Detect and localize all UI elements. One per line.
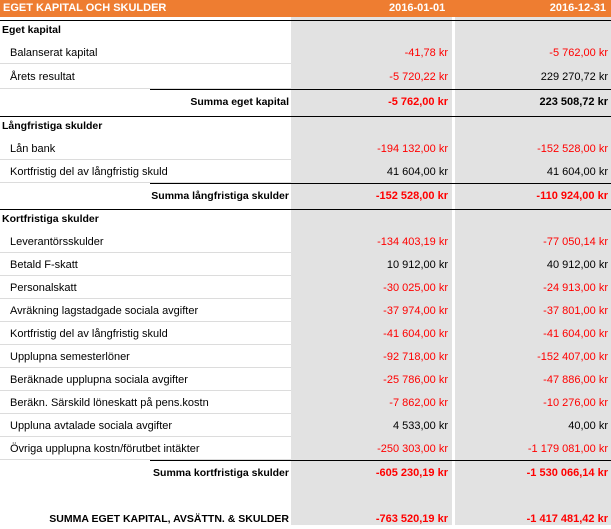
value-2016-12-31: 40,00 kr: [568, 419, 608, 432]
grand-total-row: [0, 509, 611, 529]
value-2016-12-31: -152 407,00 kr: [537, 350, 608, 363]
subtotal-row: [0, 183, 611, 208]
subtotal-divider: [150, 183, 611, 184]
table-row: [0, 230, 611, 253]
row-label: Beräknade upplupna sociala avgifter: [10, 373, 188, 386]
subtotal-label: Summa eget kapital: [190, 95, 289, 108]
table-header: [0, 0, 611, 17]
table-row: [0, 253, 611, 276]
table-row: [0, 368, 611, 391]
grand-total-2016-12-31: -1 417 481,42 kr: [526, 513, 608, 525]
value-2016-01-01: -92 718,00 kr: [383, 350, 448, 363]
subtotal-row: [0, 89, 611, 114]
row-label: Övriga upplupna kostn/förutbet intäkter: [10, 442, 200, 455]
value-2016-12-31: 229 270,72 kr: [540, 70, 608, 83]
subtotal-2016-01-01: -605 230,19 kr: [375, 466, 448, 479]
row-label: Leverantörsskulder: [10, 235, 104, 248]
subtotal-2016-12-31: 223 508,72 kr: [539, 95, 608, 108]
row-label: Avräkning lagstadgade sociala avgifter: [10, 304, 199, 317]
value-2016-12-31: -41 604,00 kr: [543, 327, 608, 340]
table-row: [0, 414, 611, 437]
table-row: [0, 437, 611, 460]
value-2016-01-01: -30 025,00 kr: [383, 281, 448, 294]
value-2016-01-01: -7 862,00 kr: [389, 396, 448, 409]
value-2016-01-01: -37 974,00 kr: [383, 304, 448, 317]
row-label: Upplupna semesterlöner: [10, 350, 130, 363]
subtotal-2016-01-01: -152 528,00 kr: [375, 189, 448, 202]
value-2016-12-31: -1 179 081,00 kr: [527, 442, 608, 455]
grand-total-2016-01-01: -763 520,19 kr: [375, 513, 448, 525]
section-heading-row: [0, 20, 611, 40]
value-2016-01-01: 4 533,00 kr: [392, 419, 448, 432]
row-label: Kortfristig del av långfristig skuld: [10, 327, 168, 340]
section-label: Eget kapital: [2, 24, 61, 36]
grand-total-label: SUMMA EGET KAPITAL, AVSÄTTN. & SKULDER: [49, 513, 289, 525]
value-2016-01-01: 41 604,00 kr: [386, 165, 448, 178]
value-2016-01-01: -41 604,00 kr: [383, 327, 448, 340]
value-2016-12-31: 41 604,00 kr: [546, 165, 608, 178]
table-row: [0, 42, 611, 64]
value-2016-01-01: -250 303,00 kr: [377, 442, 448, 455]
section-divider: [0, 116, 611, 117]
value-2016-12-31: -47 886,00 kr: [543, 373, 608, 386]
table-row: [0, 391, 611, 414]
value-2016-12-31: -24 913,00 kr: [543, 281, 608, 294]
row-label: Beräkn. Särskild löneskatt på pens.kostn: [10, 396, 209, 409]
value-2016-12-31: -37 801,00 kr: [543, 304, 608, 317]
row-label: Lån bank: [10, 142, 56, 155]
header-col1: 2016-01-01: [389, 2, 446, 14]
header-col2: 2016-12-31: [549, 2, 606, 14]
subtotal-row: [0, 460, 611, 485]
section-label: Kortfristiga skulder: [2, 213, 99, 225]
section-divider: [0, 20, 611, 21]
subtotal-divider: [150, 460, 611, 461]
value-2016-12-31: 40 912,00 kr: [546, 258, 608, 271]
value-2016-12-31: -10 276,00 kr: [543, 396, 608, 409]
table-row: [0, 160, 611, 183]
table-row: [0, 322, 611, 345]
row-label: Balanserat kapital: [10, 47, 98, 59]
value-2016-01-01: -25 786,00 kr: [383, 373, 448, 386]
header-title: EGET KAPITAL OCH SKULDER: [3, 2, 167, 14]
section-label: Långfristiga skulder: [2, 120, 103, 132]
value-2016-12-31: -5 762,00 kr: [549, 47, 608, 59]
value-2016-01-01: -5 720,22 kr: [389, 70, 448, 83]
value-2016-01-01: 10 912,00 kr: [386, 258, 448, 271]
value-2016-01-01: -134 403,19 kr: [377, 235, 448, 248]
table-row: [0, 137, 611, 160]
row-label: Årets resultat: [10, 70, 75, 83]
section-divider: [0, 209, 611, 210]
table-row: [0, 64, 611, 89]
section-heading-row: [0, 209, 611, 229]
table-row: [0, 276, 611, 299]
table-row: [0, 345, 611, 368]
section-heading-row: [0, 116, 611, 136]
row-label: Kortfristig del av långfristig skuld: [10, 165, 168, 178]
subtotal-label: Summa långfristiga skulder: [151, 189, 289, 202]
subtotal-2016-12-31: -1 530 066,14 kr: [526, 466, 608, 479]
value-2016-01-01: -41,78 kr: [404, 47, 448, 59]
row-label: Betald F-skatt: [10, 258, 78, 271]
value-2016-12-31: -77 050,14 kr: [543, 235, 608, 248]
value-2016-12-31: -152 528,00 kr: [537, 142, 608, 155]
subtotal-label: Summa kortfristiga skulder: [153, 466, 289, 479]
table-row: [0, 299, 611, 322]
row-label: Uppluna avtalade sociala avgifter: [10, 419, 173, 432]
subtotal-divider: [150, 89, 611, 90]
row-label: Personalskatt: [10, 281, 77, 294]
subtotal-2016-12-31: -110 924,00 kr: [536, 189, 608, 202]
subtotal-2016-01-01: -5 762,00 kr: [388, 95, 448, 108]
value-2016-01-01: -194 132,00 kr: [377, 142, 448, 155]
